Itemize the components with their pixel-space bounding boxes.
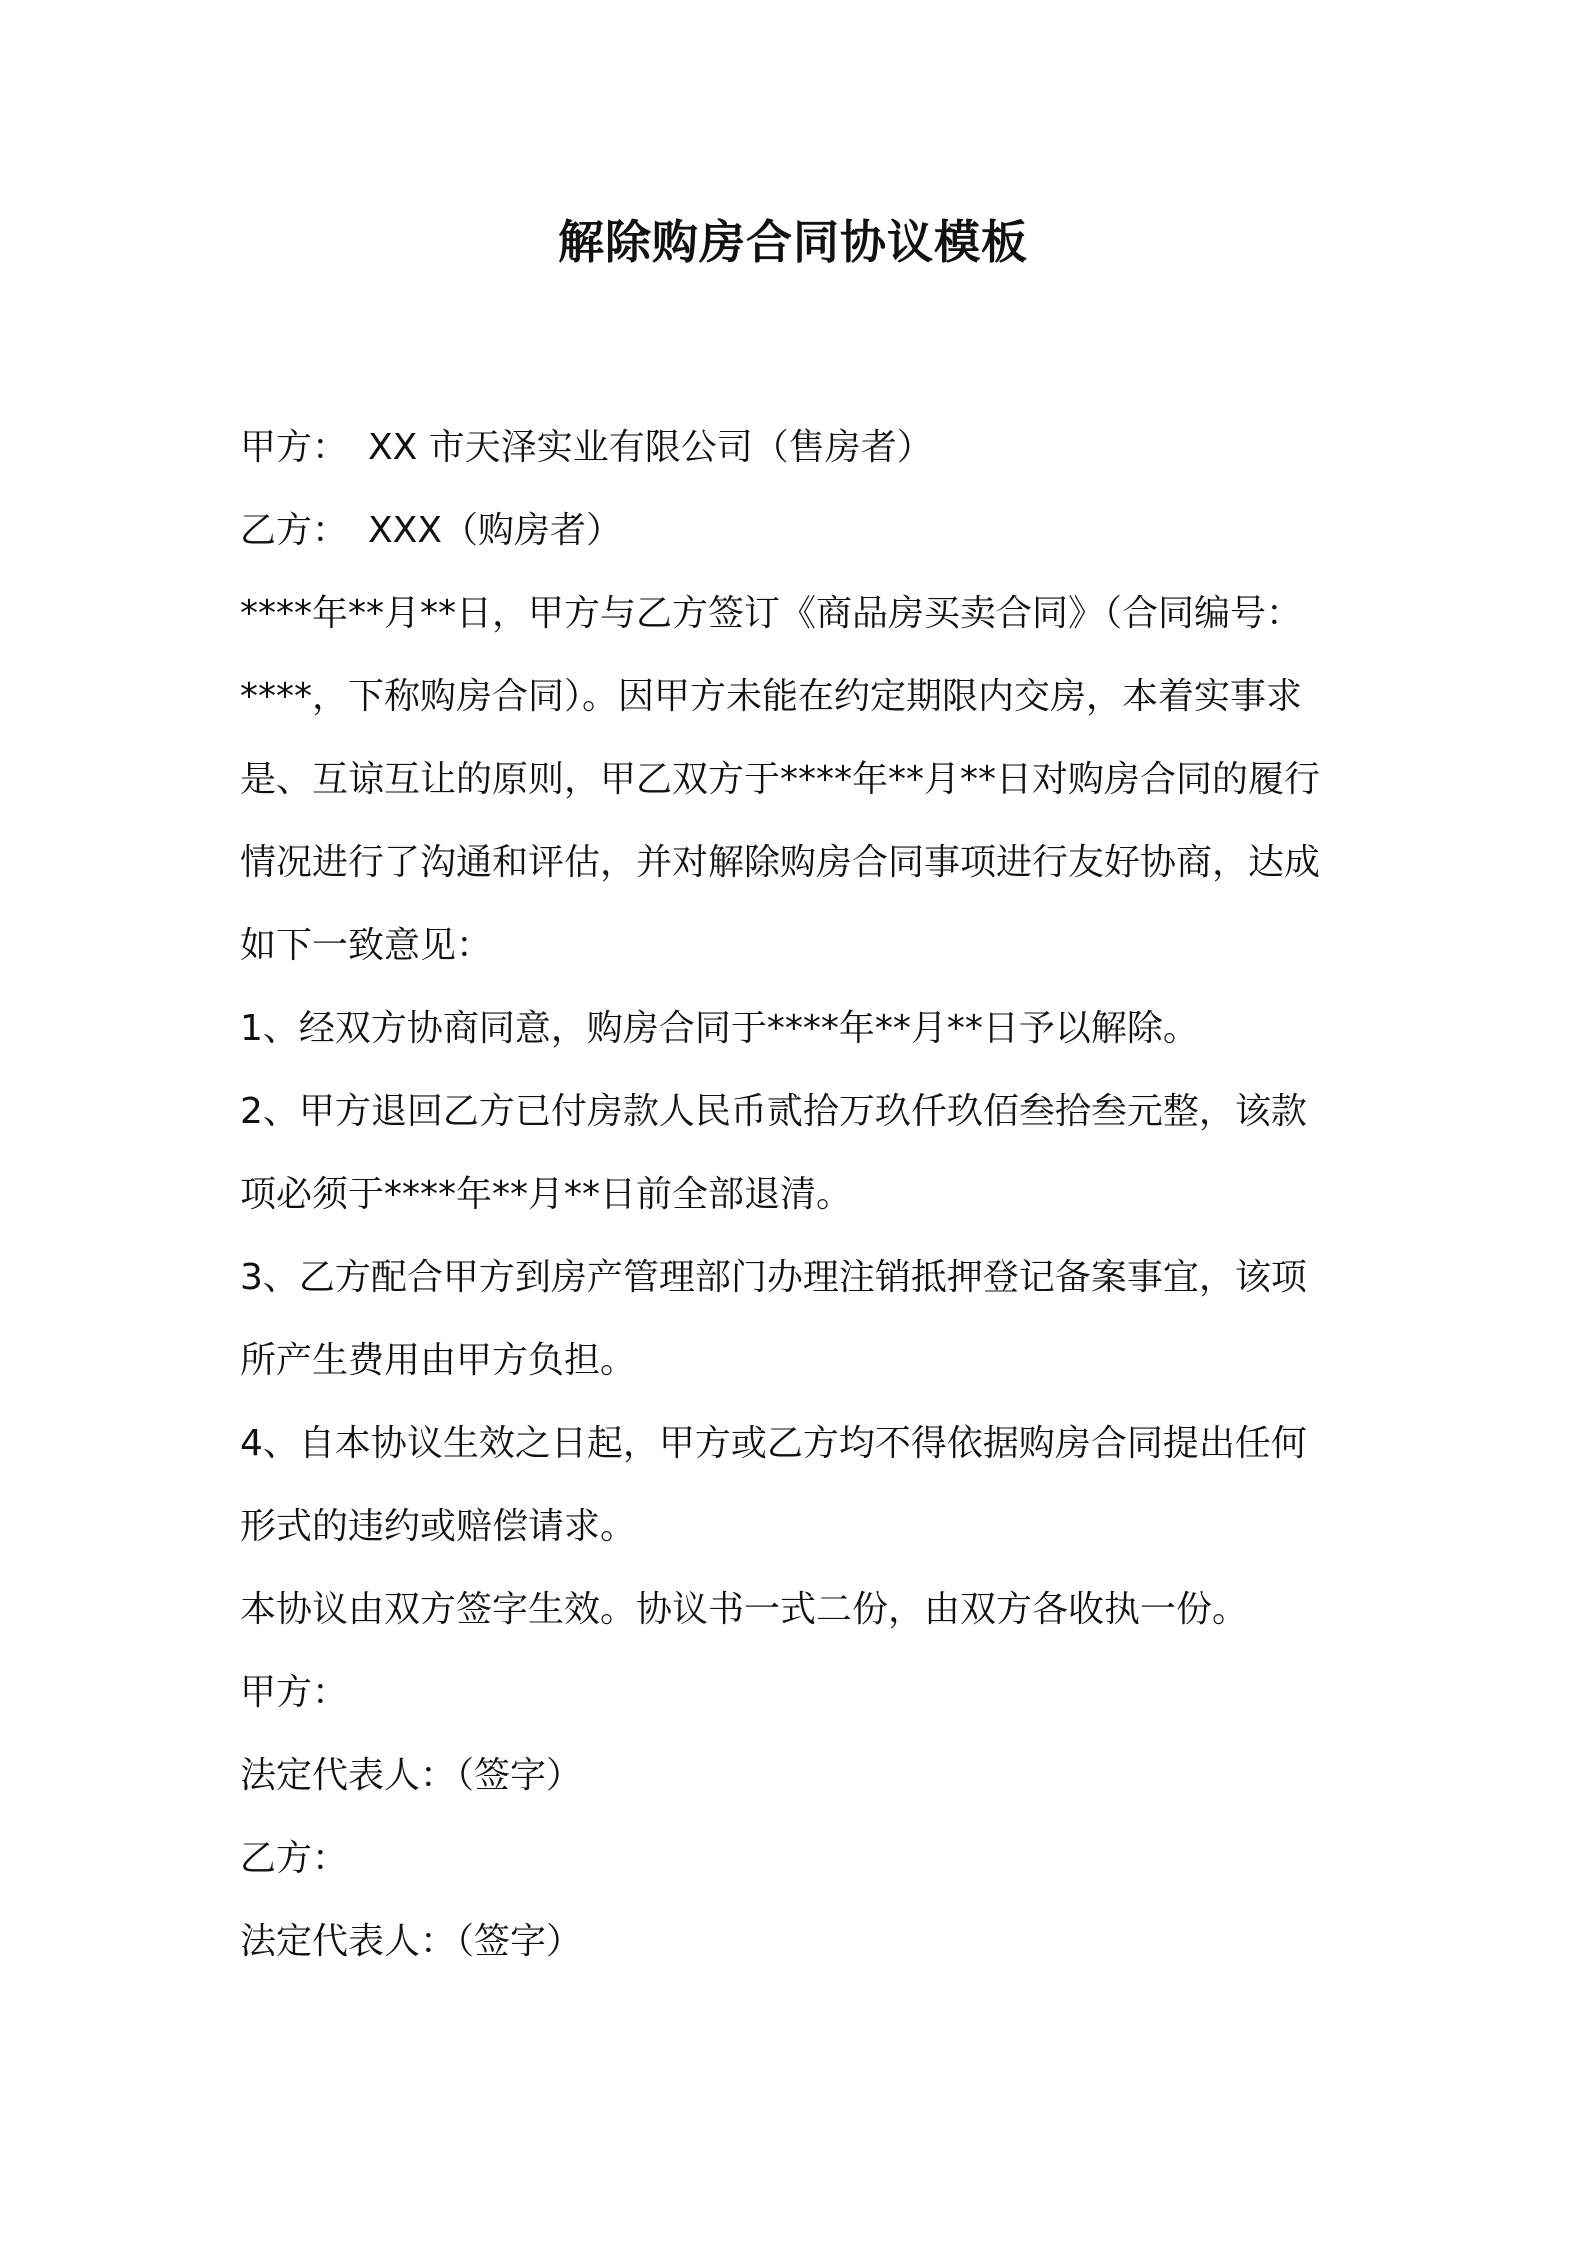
signature-party-a-label: 甲方：	[240, 1672, 349, 1713]
intro-line: ****年**月**日，甲方与乙方签订《商品房买卖合同》（合同编号：	[240, 593, 1303, 634]
clause-4-line: 形式的违约或赔偿请求。	[240, 1506, 637, 1547]
clause-2-line: 项必须于****年**月**日前全部退清。	[240, 1174, 853, 1215]
party-b-line	[240, 489, 1350, 572]
document-title: 解除购房合同协议模板	[558, 215, 1028, 269]
signature-party-b-label: 乙方：	[240, 1838, 349, 1879]
intro-line: 是、互谅互让的原则，甲乙双方于****年**月**日对购房合同的履行	[240, 759, 1321, 800]
party-a-label: 甲方：	[240, 427, 349, 468]
clause-2-line: 2、甲方退回乙方已付房款人民币贰拾万玖仟玖佰叁拾叁元整，该款	[240, 1091, 1307, 1132]
clause-3-line: 所产生费用由甲方负担。	[240, 1340, 637, 1381]
intro-line: ****，下称购房合同）。因甲方未能在约定期限内交房，本着实事求	[240, 676, 1303, 717]
clause-3-line: 3、乙方配合甲方到房产管理部门办理注销抵押登记备案事宜，该项	[240, 1257, 1307, 1298]
intro-line: 如下一致意见：	[240, 925, 493, 966]
party-b-value: XXX（购房者）	[368, 510, 622, 551]
intro-line: 情况进行了沟通和评估，并对解除购房合同事项进行友好协商，达成	[240, 842, 1321, 883]
clause-1-line: 1、经双方协商同意，购房合同于****年**月**日予以解除。	[240, 1008, 1199, 1049]
party-a-line	[240, 406, 1350, 489]
clause-4-line: 4、自本协议生效之日起，甲方或乙方均不得依据购房合同提出任何	[240, 1423, 1307, 1464]
closing-line: 本协议由双方签字生效。协议书一式二份，由双方各收执一份。	[240, 1589, 1249, 1630]
document-body	[240, 406, 1350, 1983]
party-b-label: 乙方：	[240, 510, 349, 551]
signature-party-b-rep: 法定代表人：（签字）	[240, 1921, 583, 1962]
party-a-value: XX 市天泽实业有限公司（售房者）	[368, 427, 933, 468]
signature-party-a-rep: 法定代表人：（签字）	[240, 1755, 583, 1796]
